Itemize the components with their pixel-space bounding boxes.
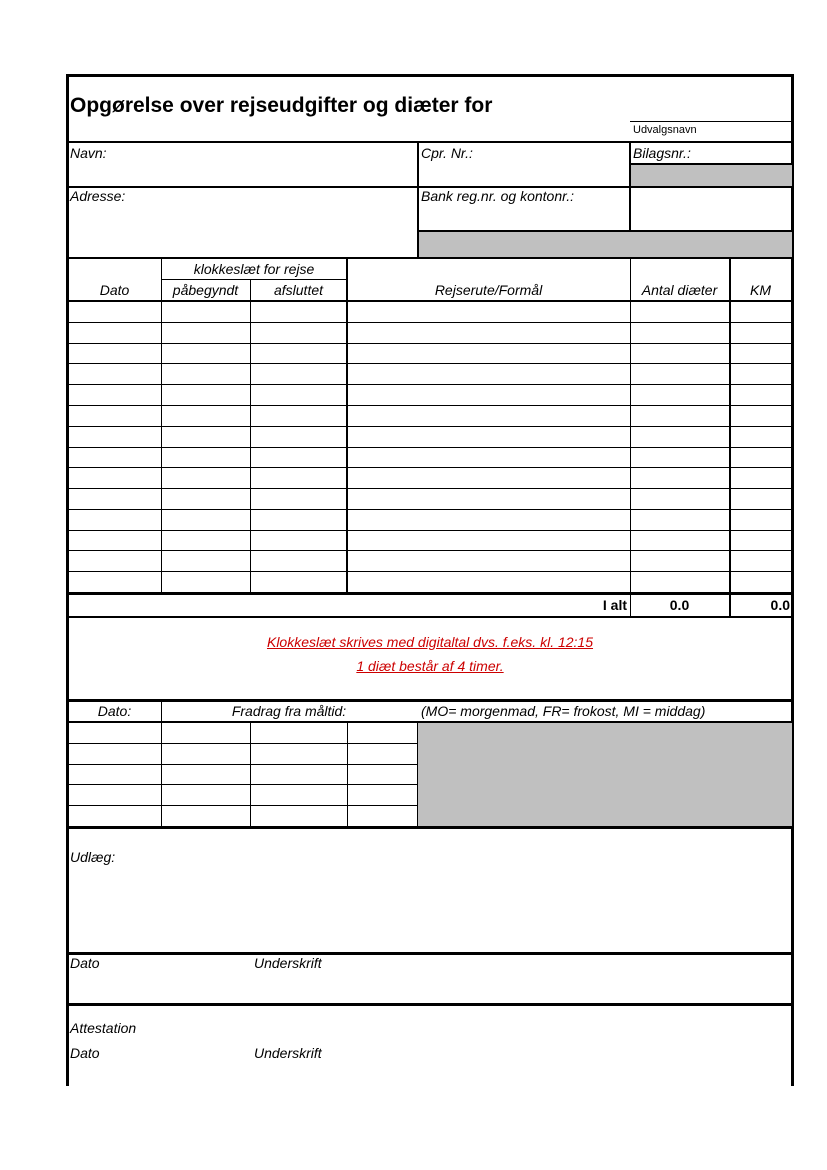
table-row-line: [68, 405, 792, 406]
committee-label: Udvalgsnavn: [633, 124, 697, 136]
meal-deduction-label: Fradrag fra måltid:: [231, 703, 347, 719]
divider: [68, 826, 792, 829]
voucher-label: Bilagsnr.:: [633, 145, 691, 161]
signature-date-label: Dato: [70, 955, 100, 971]
col-header-diets: Antal diæter: [641, 282, 718, 298]
name-label: Navn:: [70, 145, 107, 161]
divider: [68, 952, 792, 955]
row-line: [68, 805, 418, 806]
meal-legend: (MO= morgenmad, FR= frokost, MI = middag): [421, 703, 706, 719]
note-diet-duration: 1 diæt består af 4 timer.: [356, 658, 504, 674]
total-diets: 0.0: [669, 597, 690, 613]
table-row-line: [68, 550, 792, 551]
table-row-line: [68, 488, 792, 489]
attestation-signature-label: Underskrift: [254, 1045, 322, 1061]
form-frame: [66, 74, 794, 1086]
divider: [68, 699, 792, 702]
table-row-line: [68, 467, 792, 468]
divider: [68, 141, 792, 143]
committee-underline: [630, 121, 792, 122]
attestation-label: Attestation: [70, 1020, 137, 1036]
col-header-end: afsluttet: [273, 282, 324, 298]
bank-label: Bank reg.nr. og kontonr.:: [421, 188, 575, 204]
col-header-start: påbegyndt: [172, 282, 239, 298]
table-row-line: [68, 530, 792, 531]
table-row-line: [68, 363, 792, 364]
divider: [68, 257, 792, 259]
col-header-date: Dato: [99, 282, 130, 298]
col-line: [250, 722, 251, 827]
table-row-line: [68, 447, 792, 448]
col-line: [347, 722, 348, 827]
row-line: [68, 784, 418, 785]
meal-shaded-area: [418, 723, 792, 826]
table-row-line: [68, 384, 792, 385]
total-label: I alt: [602, 597, 627, 613]
divider: [68, 1003, 792, 1006]
row-line: [68, 743, 418, 744]
voucher-shaded-field[interactable]: [631, 165, 792, 186]
table-row-line: [68, 343, 792, 344]
total-km: 0.0: [770, 597, 790, 613]
signature-label: Underskrift: [254, 955, 322, 971]
group-header-line: [161, 279, 347, 280]
col-header-km: KM: [750, 282, 771, 298]
note-time-format: Klokkeslæt skrives med digitaltal dvs. f.eks. kl. 12:15: [266, 634, 594, 650]
outlay-label: Udlæg:: [70, 849, 116, 865]
table-row-line: [68, 509, 792, 510]
cpr-label: Cpr. Nr.:: [421, 145, 473, 161]
col-header-route: Rejserute/Formål: [434, 282, 543, 298]
time-group-header: klokkeslæt for rejse: [193, 261, 315, 277]
table-row-line: [68, 426, 792, 427]
divider: [68, 300, 792, 302]
divider: [68, 616, 792, 618]
bank-shaded-field[interactable]: [419, 232, 792, 257]
address-label: Adresse:: [70, 188, 126, 204]
col-line: [250, 279, 251, 593]
meal-date-label: Dato:: [97, 703, 132, 719]
row-line: [68, 764, 418, 765]
table-row-line: [68, 322, 792, 323]
attestation-date-label: Dato: [70, 1045, 100, 1061]
form-title: Opgørelse over rejseudgifter og diæter for: [70, 94, 493, 117]
divider: [68, 592, 792, 595]
table-row-line: [68, 571, 792, 572]
